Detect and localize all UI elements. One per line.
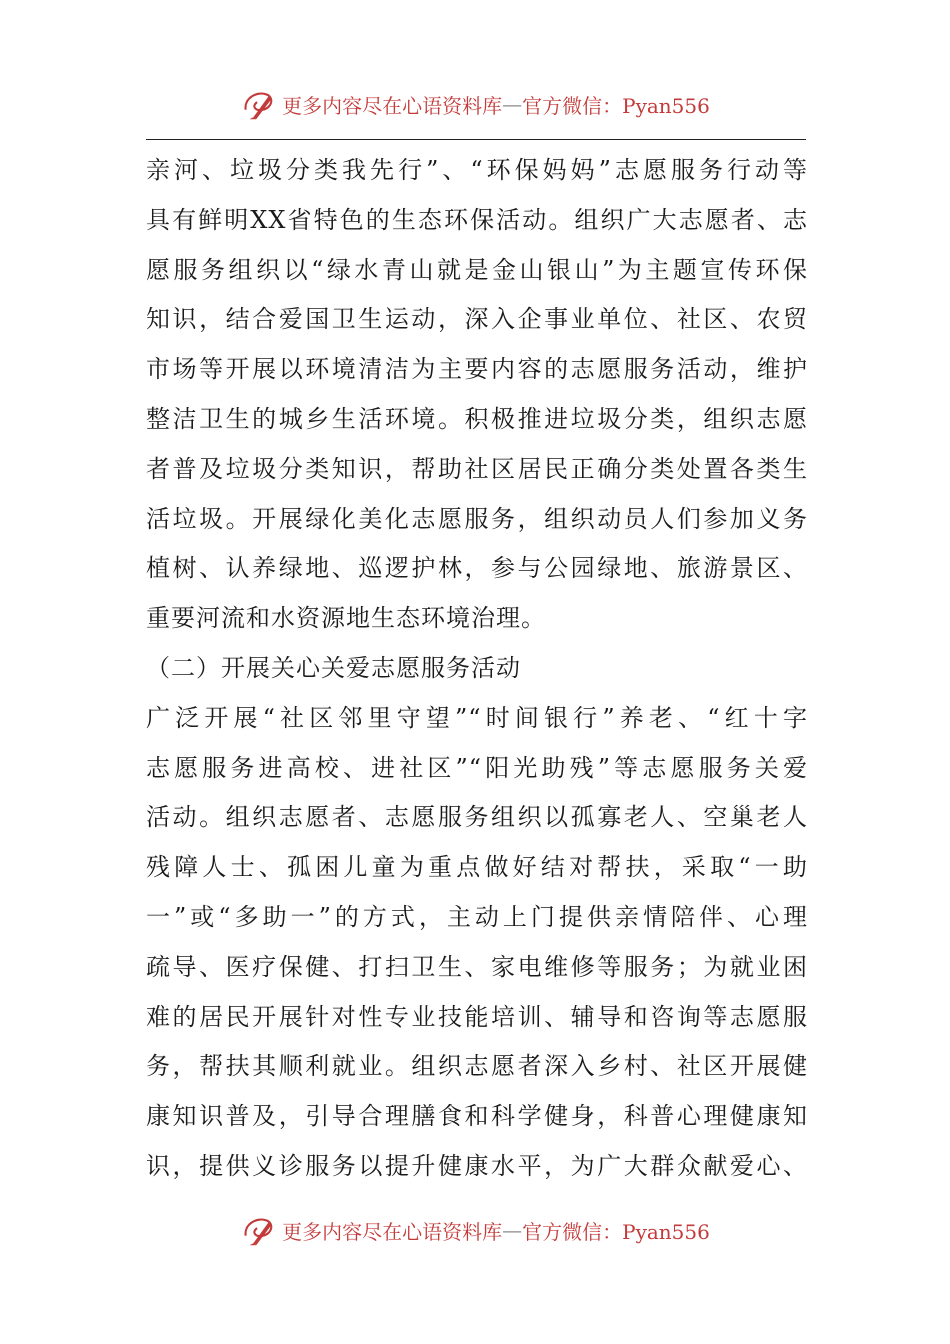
- body-line: 知识，结合爱国卫生运动，深入企事业单位、社区、农贸: [146, 305, 808, 334]
- banner-separator: —: [502, 92, 523, 116]
- body-line: 重要河流和水资源地生态环境治理。: [146, 604, 546, 633]
- header-banner: [0, 84, 950, 124]
- body-line: 广泛开展“社区邻里守望”“时间银行”养老、“红十字: [146, 703, 808, 732]
- body-line: 植树、认养绿地、巡逻护林，参与公园绿地、旅游景区、: [146, 554, 808, 583]
- body-line: 整洁卫生的城乡生活环境。积极推进垃圾分类，组织志愿: [146, 404, 808, 433]
- banner-wechat: 官方微信：Pyan556: [522, 93, 710, 118]
- pen-swirl-icon: [240, 85, 278, 123]
- banner-separator: —: [502, 1218, 523, 1242]
- body-line: 识，提供义诊服务以提升健康水平，为广大群众献爱心、: [146, 1151, 808, 1180]
- body-line: 志愿服务进高校、进社区”“阳光助残”等志愿服务关爱: [146, 753, 808, 782]
- banner-title: 更多内容尽在心语资料库: [282, 1219, 503, 1244]
- footer-banner: [0, 1210, 950, 1250]
- body-line: 残障人士、孤困儿童为重点做好结对帮扶，采取“一助: [146, 853, 808, 882]
- body-line: 愿服务组织以“绿水青山就是金山银山”为主题宣传环保: [146, 255, 808, 284]
- banner-wechat: 官方微信：Pyan556: [522, 1219, 710, 1244]
- body-line: 亲河、垃圾分类我先行”、“环保妈妈”志愿服务行动等: [146, 156, 808, 184]
- body-line: 者普及垃圾分类知识，帮助社区居民正确分类处置各类生: [146, 454, 808, 483]
- body-line: 务，帮扶其顺利就业。组织志愿者深入乡村、社区开展健: [146, 1052, 808, 1081]
- body-line: 活动。组织志愿者、志愿服务组织以孤寡老人、空巢老人: [146, 803, 808, 832]
- body-line: 难的居民开展针对性专业技能培训、辅导和咨询等志愿服: [146, 1002, 808, 1031]
- banner-title: 更多内容尽在心语资料库: [282, 93, 503, 118]
- body-line: 活垃圾。开展绿化美化志愿服务，组织动员人们参加义务: [146, 504, 808, 533]
- body-line: 具有鲜明XX省特色的生态环保活动。组织广大志愿者、志: [146, 205, 808, 234]
- section-heading: （二）开展关心关爱志愿服务活动: [146, 653, 521, 682]
- pen-swirl-icon: [240, 1211, 278, 1249]
- header-divider: [146, 139, 806, 140]
- body-line: 一”或“多助一”的方式，主动上门提供亲情陪伴、心理: [146, 902, 808, 931]
- body-line: 疏导、医疗保健、打扫卫生、家电维修等服务；为就业困: [146, 952, 808, 981]
- body-line: 市场等开展以环境清洁为主要内容的志愿服务活动，维护: [146, 355, 808, 384]
- body-line: 康知识普及，引导合理膳食和科学健身，科普心理健康知: [146, 1102, 808, 1131]
- document-body: [146, 146, 808, 1192]
